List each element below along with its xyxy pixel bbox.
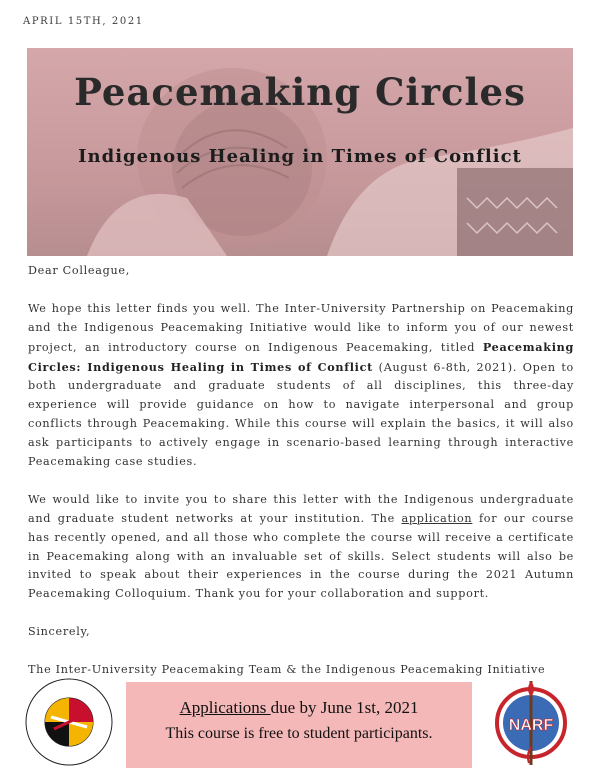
hero-subtitle: Indigenous Healing in Times of Conflict — [78, 146, 522, 167]
letter-date: APRIL 15TH, 2021 — [23, 16, 144, 27]
paragraph-1 — [28, 300, 574, 472]
applications-deadline — [126, 698, 472, 718]
letter-body — [28, 262, 574, 699]
course-title-bold: Peacemaking Circles: Indigenous Healing in Times of Conflict — [28, 339, 574, 374]
salutation: Dear Colleague, — [28, 264, 130, 277]
signature: The Inter-University Peacemaking Team & the Indigenous Peacemaking Initiative — [28, 662, 546, 676]
application-link[interactable]: application — [401, 511, 473, 525]
deadline-text: due by June 1st, 2021 — [270, 698, 419, 717]
paragraph-2 — [28, 491, 574, 604]
indigenous-peacemaking-initiative-seal-icon — [24, 677, 114, 767]
closing: Sincerely, — [28, 625, 91, 639]
narf-logo-icon — [485, 677, 577, 769]
narf-logo-text: NARF — [508, 717, 554, 734]
applications-link[interactable]: Applications — [179, 698, 271, 717]
p2-text-a: We would like to invite you to share this letter with the Indigenous undergraduate and graduate student networks at your institution. The — [28, 492, 574, 525]
footer — [0, 677, 600, 777]
p1-text-b: (August 6-8th, 2021). Open to both undergraduate and graduate students of all disciplines, this three-day experience will provide guidance on how to navigate interpersonal and group conflicts through Peacemaking. While this course will explain the basics, it will also ask participants to actively engage in scenario-based learning through interactive Peacemaking case studies. — [28, 360, 574, 469]
hero-banner — [27, 48, 573, 256]
free-course-note: This course is free to student participants. — [165, 725, 433, 742]
p1-text-a: We hope this letter finds you well. The Inter-University Partnership on Peacemaking and the Indigenous Peacemaking Initiative would like to inform you of our newest project, an introductory course on Indigenous Peacemaking, titled — [28, 301, 574, 354]
hero-title: Peacemaking Circles — [74, 70, 526, 114]
applications-box — [126, 682, 472, 768]
p2-text-b: for our course has recently opened, and all those who complete the course will receive a certificate in Peacemaking along with an invaluable set of skills. Select students will also be invited to speak about their experiences in the course during the 2021 Autumn Peacemaking Colloquium. Thank you for your collaboration and support. — [28, 511, 574, 601]
